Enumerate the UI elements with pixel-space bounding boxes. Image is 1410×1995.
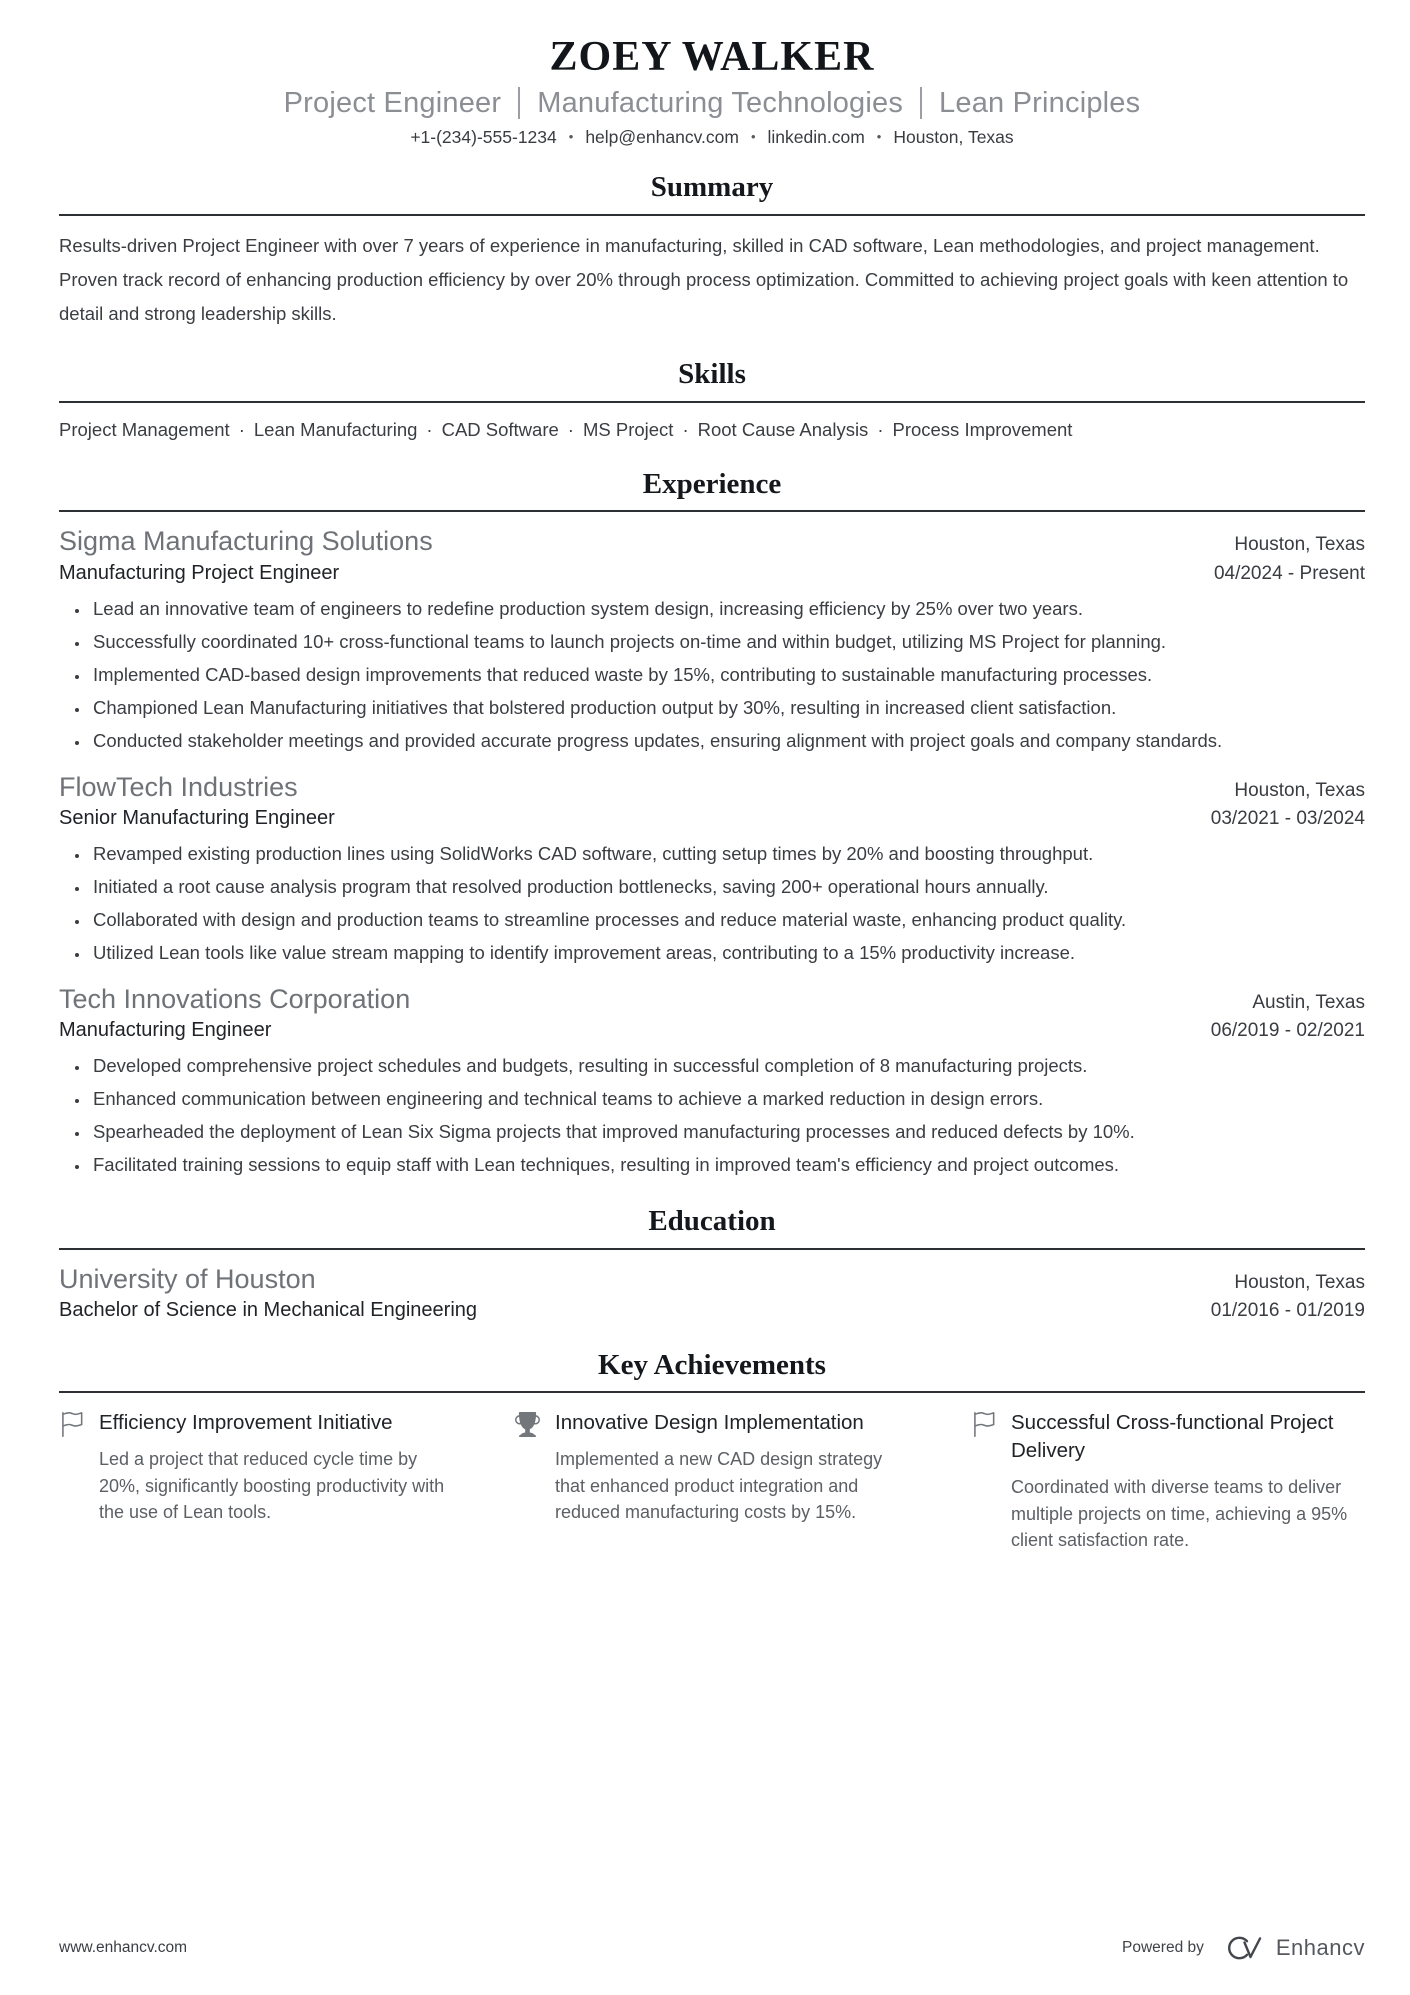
achievement-item <box>971 1409 1365 1554</box>
company-name: FlowTech Industries <box>59 771 298 802</box>
section-experience <box>59 467 1365 1178</box>
skill-item: Project Management <box>59 418 230 440</box>
candidate-headline <box>59 87 1365 120</box>
achievements-rule <box>59 1391 1365 1393</box>
job-header-row <box>59 524 1365 559</box>
bullet-item: • Successfully coordinated 10+ cross-functional teams to launch projects on-time and within budget, utilizing MS Project for planning. <box>90 629 1365 655</box>
degree: Bachelor of Science in Mechanical Engineering <box>59 1298 478 1321</box>
job-subheader-row <box>59 560 1365 585</box>
section-achievements <box>59 1348 1365 1554</box>
bullet-item: • Enhanced communication between engineering and technical teams to achieve a marked reduction in design errors. <box>90 1086 1365 1112</box>
job-dates: 04/2024 - Present <box>1213 562 1365 584</box>
job-bullets <box>59 841 1365 966</box>
experience-title: Experience <box>642 467 782 500</box>
footer <box>59 1933 1365 1963</box>
achievement-text: Coordinated with diverse teams to deliver multiple projects on time, achieving a 95% client satisfaction rate. <box>1011 1477 1348 1551</box>
brand-name: Enhancv <box>1275 1935 1365 1960</box>
job-dates: 03/2021 - 03/2024 <box>1210 807 1365 829</box>
achievements-title: Key Achievements <box>598 1348 826 1381</box>
company-name: Sigma Manufacturing Solutions <box>59 526 433 557</box>
summary-title: Summary <box>650 171 774 204</box>
flag-icon <box>59 1412 84 1437</box>
website-link[interactable]: www.enhancv.com <box>59 1939 188 1956</box>
achievement-content <box>555 1409 909 1554</box>
education-dates: 01/2016 - 01/2019 <box>1210 1299 1365 1321</box>
job-location: Houston, Texas <box>1234 779 1365 801</box>
bullet-item: • Collaborated with design and production teams to streamline processes and reduce material waste, enhancing product quality. <box>90 907 1365 933</box>
job-location: Houston, Texas <box>1234 534 1365 556</box>
resume-header <box>59 34 1365 148</box>
education-entry <box>59 1262 1365 1322</box>
section-skills <box>59 357 1365 441</box>
bullet-item: • Revamped existing production lines using SolidWorks CAD software, cutting setup times by 20% and boosting throughput. <box>90 841 1365 867</box>
trophy-icon <box>515 1412 540 1437</box>
job-header-row <box>59 770 1365 805</box>
enhancv-logo-icon <box>1220 1933 1266 1963</box>
headline-part: Manufacturing Technologies <box>501 87 903 120</box>
bullet-item: • Championed Lean Manufacturing initiatives that bolstered production output by 30%, resulting in increased client satisfaction. <box>90 695 1365 721</box>
achievements-grid <box>59 1409 1365 1554</box>
skills-rule <box>59 401 1365 403</box>
achievement-content <box>99 1409 453 1554</box>
achievement-text: Implemented a new CAD design strategy that enhanced product integration and reduced manufacturing costs by 15%. <box>555 1449 883 1523</box>
bullet-item: • Conducted stakeholder meetings and provided accurate progress updates, ensuring alignment with project goals and company standards. <box>90 728 1365 754</box>
company-name: Tech Innovations Corporation <box>59 983 411 1014</box>
education-rule <box>59 1248 1365 1250</box>
skill-item: · CAD Software <box>417 419 558 440</box>
contact-row <box>59 127 1365 148</box>
achievement-item <box>59 1409 453 1554</box>
job-dates: 06/2019 - 02/2021 <box>1210 1019 1365 1041</box>
experience-rule <box>59 510 1365 512</box>
education-header-row <box>59 1262 1365 1297</box>
contact-item[interactable]: • help@enhancv.com <box>557 127 739 148</box>
achievement-title: Efficiency Improvement Initiative <box>99 1411 393 1435</box>
bullet-item: • Implemented CAD-based design improvements that reduced waste by 15%, contributing to sustainable manufacturing processes. <box>90 662 1365 688</box>
headline-part: Project Engineer <box>283 87 502 120</box>
job-role: Manufacturing Engineer <box>59 1018 272 1041</box>
job-bullets <box>59 596 1365 754</box>
achievement-content <box>1011 1409 1365 1554</box>
bullet-item: • Spearheaded the deployment of Lean Six Sigma projects that improved manufacturing processes and reduced defects by 10%. <box>90 1119 1365 1145</box>
job-entry <box>59 982 1365 1178</box>
skill-item: · Lean Manufacturing <box>230 419 418 440</box>
education-location: Houston, Texas <box>1234 1271 1365 1293</box>
bullet-item: • Initiated a root cause analysis program that resolved production bottlenecks, saving 200+ operational hours annually. <box>90 874 1365 900</box>
contact-item[interactable]: +1-(234)-555-1234 <box>410 127 557 148</box>
summary-rule <box>59 214 1365 216</box>
job-subheader-row <box>59 1017 1365 1042</box>
skill-item: · Root Cause Analysis <box>673 419 868 440</box>
skills-title: Skills <box>678 357 746 390</box>
bullet-item: • Lead an innovative team of engineers to redefine production system design, increasing efficiency by 25% over two years. <box>90 596 1365 622</box>
job-header-row <box>59 982 1365 1017</box>
achievement-title: Successful Cross-functional Project Delivery <box>1011 1411 1334 1463</box>
education-title: Education <box>648 1204 776 1237</box>
contact-item[interactable]: • linkedin.com <box>739 127 865 148</box>
skills-line <box>59 419 1365 441</box>
achievement-text: Led a project that reduced cycle time by 20%, significantly boosting productivity with the use of Lean tools. <box>99 1449 445 1523</box>
headline-part: Lean Principles <box>903 87 1140 120</box>
job-role: Senior Manufacturing Engineer <box>59 806 335 829</box>
job-entry <box>59 524 1365 753</box>
skill-item: · MS Project <box>559 419 674 440</box>
job-bullets <box>59 1053 1365 1178</box>
achievement-title: Innovative Design Implementation <box>555 1411 864 1435</box>
bullet-item: • Developed comprehensive project schedules and budgets, resulting in successful completion of 8 manufacturing projects. <box>90 1053 1365 1079</box>
flag-icon <box>971 1412 996 1437</box>
section-summary <box>59 170 1365 331</box>
job-entry <box>59 770 1365 966</box>
school-name: University of Houston <box>59 1263 316 1294</box>
powered-by-label: Powered by <box>1122 1939 1204 1956</box>
achievement-item <box>515 1409 909 1554</box>
job-location: Austin, Texas <box>1252 991 1365 1013</box>
section-education <box>59 1204 1365 1322</box>
skill-item: · Process Improvement <box>868 419 1072 440</box>
enhancv-brand[interactable] <box>1220 1933 1365 1963</box>
education-subheader-row <box>59 1297 1365 1322</box>
summary-text: Results-driven Project Engineer with over 7 years of experience in manufacturing, skilled in CAD software, Lean methodologies, and project management. Proven track record of enhancing production efficiency by over 20% through process optimization. Committed to achieving project goals with keen attention to detail and strong leadership skills. <box>59 234 1349 324</box>
powered-by <box>1122 1933 1365 1963</box>
job-role: Manufacturing Project Engineer <box>59 561 340 584</box>
bullet-item: • Utilized Lean tools like value stream mapping to identify improvement areas, contributing to a 15% productivity increase. <box>90 940 1365 966</box>
bullet-item: • Facilitated training sessions to equip staff with Lean techniques, resulting in improved team's efficiency and project outcomes. <box>90 1152 1365 1178</box>
job-subheader-row <box>59 805 1365 830</box>
candidate-name: ZOEY WALKER <box>549 34 875 80</box>
contact-item[interactable]: • Houston, Texas <box>865 127 1014 148</box>
